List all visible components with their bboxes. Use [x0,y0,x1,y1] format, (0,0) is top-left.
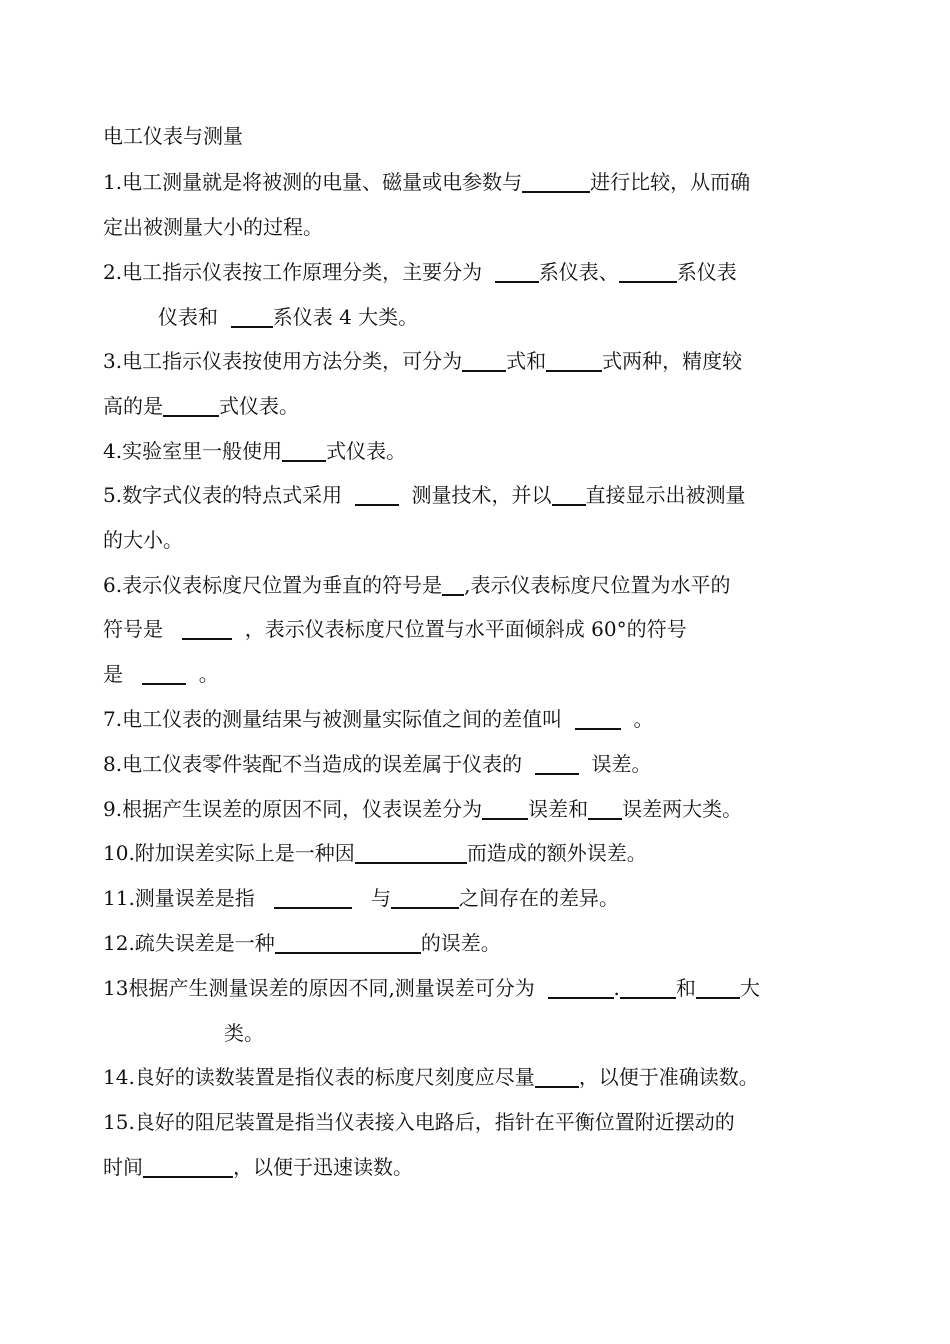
answer-blank [588,798,622,820]
answer-blank [548,977,614,999]
answer-blank [355,484,399,506]
answer-blank [619,261,677,283]
answer-blank [442,574,464,596]
answer-blank [275,932,421,954]
answer-blank [231,306,273,328]
answer-blank [163,395,219,417]
answer-blank [535,1066,579,1088]
question-15-line-1: 15.良好的阻尼装置是指当仪表接入电路后，指针在平衡位置附近摆动的 [103,1110,735,1134]
answer-blank [696,977,740,999]
answer-blank [546,350,602,372]
question-6-line-1: 6.表示仪表标度尺位置为垂直的符号是 ,表示仪表标度尺位置为水平的 [103,573,731,597]
answer-blank [391,887,459,909]
question-14: 14.良好的读数装置是指仪表的标度尺刻度应尽量 ，以便于准确读数。 [103,1065,759,1089]
answer-blank [355,842,467,864]
question-13-line-1: 13根据产生测量误差的原因不同,测量误差可分为 . 和 大 [103,976,760,1000]
question-5-line-1: 5.数字式仪表的特点式采用 测量技术，并以 直接显示出被测量 [103,483,746,507]
answer-blank [535,753,579,775]
question-3-line-2: 高的是 式仪表。 [103,394,299,418]
question-3-line-1: 3.电工指示仪表按使用方法分类，可分为 式和 式两种，精度较 [103,349,743,373]
question-11: 11.测量误差是指 与 之间存在的差异。 [103,886,619,910]
question-9: 9.根据产生误差的原因不同，仪表误差分为 误差和 误差两大类。 [103,797,743,821]
answer-blank [620,977,676,999]
question-8: 8.电工仪表零件装配不当造成的误差属于仪表的 误差。 [103,752,652,776]
question-6-line-3: 是 。 [103,662,219,686]
question-2-line-2: 仪表和 系仪表 4 大类。 [158,305,419,329]
question-1-line-1: 1.电工测量就是将被测的电量、磁量或电参数与 进行比较，从而确 [103,170,751,194]
question-7: 7.电工仪表的测量结果与被测量实际值之间的差值叫 。 [103,707,654,731]
answer-blank [552,484,586,506]
answer-blank [142,663,186,685]
question-6-line-2: 符号是 ，表示仪表标度尺位置与水平面倾斜成 60°的符号 [103,617,687,641]
question-5-line-2: 的大小。 [103,528,183,552]
answer-blank [462,350,506,372]
question-13-line-2: 类。 [224,1021,264,1045]
answer-blank [482,798,528,820]
question-1-line-2: 定出被测量大小的过程。 [103,215,323,239]
question-10: 10.附加误差实际上是一种因 而造成的额外误差。 [103,841,647,865]
answer-blank [282,440,326,462]
answer-blank [274,887,352,909]
question-4: 4.实验室里一般使用 式仪表。 [103,439,407,463]
answer-blank [575,708,621,730]
answer-blank [522,171,590,193]
answer-blank [495,261,539,283]
question-15-line-2: 时间 ，以便于迅速读数。 [103,1155,413,1179]
document-title: 电工仪表与测量 [103,124,243,148]
question-12: 12.疏失误差是一种 的误差。 [103,931,501,955]
answer-blank [143,1156,233,1178]
answer-blank [182,618,232,640]
question-2-line-1: 2.电工指示仪表按工作原理分类，主要分为 系仪表、 系仪表 [103,260,737,284]
